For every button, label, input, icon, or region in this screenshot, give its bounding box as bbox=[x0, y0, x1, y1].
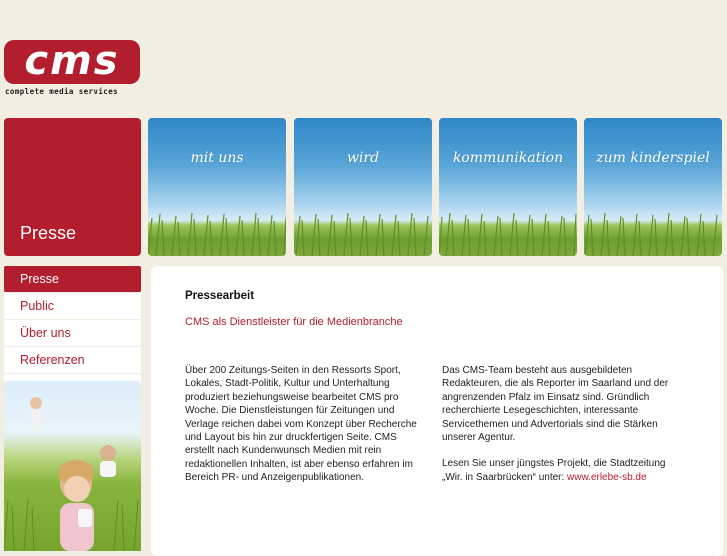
banner-tile-label: mit uns bbox=[190, 150, 244, 166]
nav-item-presse[interactable]: Presse bbox=[4, 266, 141, 292]
content-column-left bbox=[185, 364, 417, 498]
page-heading: Pressearbeit bbox=[185, 290, 255, 302]
content-column-right bbox=[442, 364, 674, 497]
banner-tile-label: zum kinderspiel bbox=[596, 150, 710, 166]
erlebe-sb-link[interactable]: www.erlebe-sb.de bbox=[567, 471, 647, 483]
nav-item-ueber-uns[interactable]: Über uns bbox=[4, 320, 141, 346]
grass-icon bbox=[584, 118, 722, 256]
cms-logo-mark bbox=[4, 40, 140, 84]
children-photo bbox=[4, 381, 141, 551]
nav-item-referenzen[interactable]: Referenzen bbox=[4, 347, 141, 373]
right-paragraph-2 bbox=[442, 457, 674, 484]
grass-icon bbox=[294, 118, 432, 256]
banner-tile-2 bbox=[294, 118, 432, 256]
grass-icon bbox=[439, 118, 577, 256]
logo-wordmark: cms bbox=[24, 40, 120, 84]
section-title: Presse bbox=[20, 223, 77, 243]
right-paragraph-2-text: Lesen Sie unser jüngstes Projekt, die Stadtzeitung „Wir. in Saarbrücken“ unter: bbox=[442, 458, 666, 483]
children-illustration bbox=[4, 381, 141, 551]
banner-tile-3 bbox=[439, 118, 577, 256]
banner-tile-1 bbox=[148, 118, 286, 256]
logo-tagline: complete media services bbox=[5, 87, 119, 96]
banner-tile-4 bbox=[584, 118, 722, 256]
section-header bbox=[4, 118, 141, 256]
main-content bbox=[151, 266, 723, 556]
banner-tile-label: kommunikation bbox=[452, 150, 564, 166]
grass-icon bbox=[148, 118, 286, 256]
cms-logo[interactable] bbox=[4, 40, 141, 96]
page-subtitle: CMS als Dienstleister für die Medienbranche bbox=[185, 316, 403, 328]
banner-tile-label: wird bbox=[346, 150, 380, 166]
right-paragraph-1: Das CMS-Team besteht aus ausgebildeten Redakteuren, die als Reporter im Saarland und der angrenzenden Pfalz im Einsatz sind. Gründlich recherchierte Lesegeschichten, interessante Servicethemen und Advertorials sind die Stärken unserer Agentur. bbox=[442, 365, 669, 444]
nav-item-public[interactable]: Public bbox=[4, 293, 141, 319]
left-paragraph: Über 200 Zeitungs-Seiten in den Ressorts Sport, Lokales, Stadt-Politik, Kultur und Unterhaltung produziert beziehungsweise bearbeitet CMS pro Woche. Die Dienstleistungen für Zeitungen und Verlage reichen dabei vom Konzept über Recherche und Layout bis hin zur druckfertigen Seite. CMS erstellt nach Kundenwunsch Medien mit rein redaktionellen Inhalten, ist aber ebenso erfahren im Bereich PR- und Anzeigenpublikationen. bbox=[185, 365, 417, 484]
